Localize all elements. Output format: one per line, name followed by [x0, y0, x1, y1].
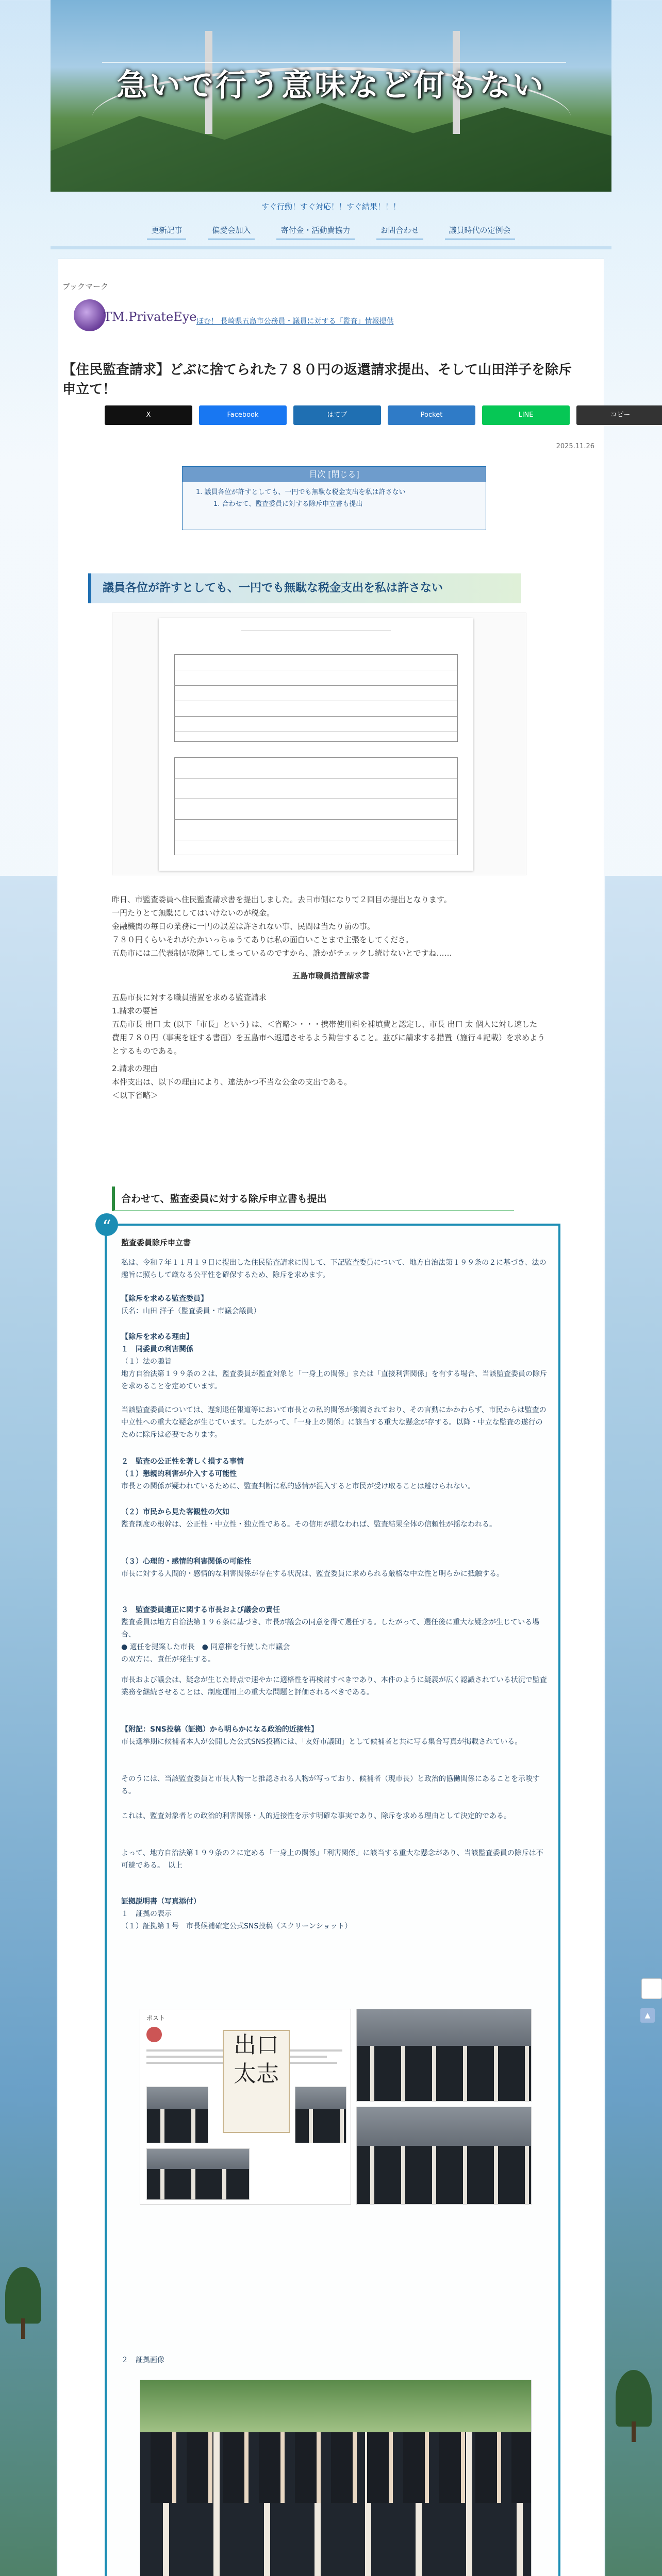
share-line-button[interactable]: LINE — [482, 405, 570, 425]
quote-text: 監査制度の根幹は、公正性・中立性・独立性である。その信用が損なわれば、監査結果全体の信頼性が揺なわれる。 — [121, 1520, 496, 1529]
section-heading: 議員各位が許すとしても、一円でも無駄な税金支出を私は許さない — [88, 573, 521, 603]
sns-post-title: ポスト — [146, 2014, 166, 2022]
quote-heading: （２）市民から見た客観性の欠如 — [121, 1508, 229, 1516]
quote-heading: （１）懇親的利害が介入する可能性 — [121, 1470, 237, 1478]
quote-text: 市長に対する人間的・感情的な利害関係が存在する状況は、監査委員に求められる厳格な中立性と明らかに抵触する。 — [121, 1570, 504, 1578]
scroll-top-button[interactable]: ▲ — [640, 2008, 655, 2023]
quote-text: 地方自治法第１９９条の２は、監査委員が監査対象と「一身上の関係」または「直接利害関係」を有する場合、当該監査委員の除斥を求めることを定めています。 — [121, 1370, 547, 1391]
doc-row-line — [174, 716, 458, 717]
sns-screenshot — [140, 2009, 351, 2205]
tree-decoration — [5, 2267, 41, 2324]
quote-text: よって、地方自治法第１９９条の２に定める「一身上の関係」「利害関係」に該当する重大な懸念があり、当該監査委員の除斥は不可避である。 以上 — [121, 1849, 543, 1870]
quote-intro: 私は、令和７年１１月１９日に提出した住民監査請求に関して、下記監査委員について、地方自治法第１９９条の２に基づき、法の趣旨に照らして厳なる公平性を確保するため、除斥を求めます。 — [121, 1259, 547, 1279]
post-date: 2025.11.26 — [556, 443, 594, 450]
logo-text: TM.PrivateEye — [104, 310, 197, 324]
toc-item[interactable]: 1. 議員各位が許すとしても、一円でも無駄な税金支出を私は許さない — [196, 488, 406, 496]
site-tagline: すぐ行動！すぐ対応！！すぐ結果！！！ — [261, 202, 401, 211]
sns-photo — [146, 2148, 250, 2200]
document-heading: 五島市職員措置請求書 — [292, 971, 370, 980]
doc-table — [174, 757, 458, 855]
share-x-button[interactable]: X — [105, 405, 192, 425]
quote-text: これは、監査対象者との政治的利害関係・人的近接性を示す明確な事実であり、除斥を求める理由として決定的である。 — [121, 1812, 511, 1820]
evidence-photo-grid — [140, 2009, 532, 2205]
breadcrumb[interactable]: ぼむ！ 長崎県五島市公務員・議員に対する「監査」情報提供 — [196, 317, 394, 326]
text-line: 昨日、市監査委員へ住民監査請求書を提出しました。去日市側になりて２回目の提出となります。 — [112, 895, 452, 904]
nav-item-donation[interactable]: 寄付金・活動費協力 — [276, 222, 354, 240]
quote-heading: 【除斥を求める理由】 — [121, 1333, 193, 1341]
quote-heading: （３）心理的・感情的利害関係の可能性 — [121, 1557, 251, 1566]
quote-heading: 【除斥を求める監査委員】 — [121, 1295, 208, 1303]
quote-heading: 【附記：SNS投稿（証拠）から明らかになる政治的近接性】 — [121, 1725, 318, 1734]
people-figures — [147, 2169, 249, 2199]
tree-trunk-decoration — [632, 2421, 636, 2442]
group-photo — [356, 2107, 532, 2205]
quote-text: 監査委員は地方自治法第１９６条に基づき、市長が議会の同意を得て選任する。したがって、選任後に重大な疑念が生じている場合、 — [121, 1618, 540, 1639]
quote-heading: 証拠説明書（写真添付） — [121, 1897, 201, 1906]
campaign-sign — [223, 2030, 290, 2133]
quote-heading: ２ 監査の公正性を著しく損する事情 — [121, 1458, 244, 1466]
table-of-contents — [182, 466, 486, 530]
text-line: ７８０円くらいそれがたかいっちゅうてありは私の面白いことまで主張をしてくださ。 — [112, 935, 413, 944]
doc-row-line — [174, 819, 458, 820]
text-line: 五島市には二代表制が故障してしまっているのですから、誰かがチェックし続けないとですね…… — [112, 948, 452, 958]
sns-photo — [295, 2087, 346, 2143]
quote-text: １ 証拠の表示 — [121, 1910, 172, 1918]
site-title[interactable]: 急いで行う意味など何もない — [117, 67, 545, 104]
site-header-image[interactable] — [51, 0, 611, 192]
text-line: 本件支出は、以下の理由により、違法かつ不当な公金の支出である。 — [112, 1077, 352, 1087]
quote-heading: １ 同委員の利害関係 — [121, 1345, 193, 1353]
nav-item-council[interactable]: 議員時代の定例会 — [445, 222, 515, 240]
text-line: 金融機関の毎日の業務に一円の誤差は許されない事、民間は当たり前の事。 — [112, 922, 375, 931]
article-card — [58, 259, 631, 2576]
quote-text: 市長との関係が疑われているために、監査判断に私的感情が混入すると市民が受け取ることは避けられない。 — [121, 1482, 475, 1490]
toc-item[interactable]: 1. 合わせて、監査委員に対する除斥申立書も提出 — [213, 500, 363, 508]
doc-table — [174, 654, 458, 742]
evidence-group-photo — [140, 2380, 532, 2576]
nav-item-contact[interactable]: お問合わせ — [376, 222, 423, 240]
people-figures — [147, 2109, 208, 2143]
tree-decoration — [616, 2370, 652, 2427]
article-paragraph — [112, 991, 545, 1102]
toc-title[interactable]: 目次 [閉じる] — [183, 467, 486, 482]
quote-text: の双方に、責任が発生する。 — [121, 1655, 215, 1664]
quote-title: 監査委員除斥申立書 — [121, 1238, 191, 1247]
quote-text: （１）証拠第１号 市長候補確定公式SNS投稿（スクリーンショット） — [121, 1922, 352, 1930]
logo[interactable] — [74, 299, 197, 331]
text-line: 一円たりとて無駄にしてはいけないのが税金。 — [112, 908, 275, 918]
article-paragraph — [112, 893, 545, 960]
nav-item-join[interactable]: 偏愛会加入 — [208, 222, 255, 240]
subsection-heading: 合わせて、監査委員に対する除斥申立書も提出 — [112, 1187, 514, 1211]
quote-text: 市長選挙期に候補者本人が公開した公式SNS投稿には、「友好市議団」として候補者と共に写る集合写真が掲載されている。 — [121, 1738, 522, 1746]
nav-item-updates[interactable]: 更新記事 — [147, 222, 186, 240]
recaptcha-badge[interactable] — [641, 1978, 662, 1999]
people-figures — [357, 2046, 531, 2101]
quote-block — [102, 1216, 560, 2576]
background-scenery-right — [605, 876, 662, 2576]
document-image — [112, 613, 526, 875]
quote-text: 当該監査委員については、遅刻退任報道等において市長との私的関係が強調されており、その言動にかかわらず、市民からは監査の中立性への重大な疑念が生じています。したがって、「一身上の関係」に該当する重大な懸念が存する。以降・中立な監査の遂行のために除斥は必要であります。 — [121, 1406, 547, 1439]
quote-text: （１）法の趣旨 — [121, 1358, 172, 1366]
share-hatena-button[interactable]: はてブ — [293, 405, 381, 425]
text-line: 1.請求の要旨 — [112, 1006, 158, 1015]
document-paper — [159, 618, 473, 871]
text-line: 五島市長に対する職員措置を求める監査請求 — [112, 993, 267, 1002]
tree-trunk-decoration — [21, 2318, 25, 2339]
group-photo — [356, 2009, 532, 2102]
nav-divider — [51, 246, 611, 249]
share-pocket-button[interactable]: Pocket — [388, 405, 475, 425]
quote-text: そのうには、当該監査委員と市長人物一と推認される人物が写っており、候補者（現市長）と政治的協働関係にあることを示唆する。 — [121, 1775, 540, 1795]
background-scenery-left — [0, 876, 57, 2576]
avatar — [146, 2027, 162, 2042]
text-line: ＜以下省略＞ — [112, 1091, 159, 1100]
main-nav — [0, 222, 662, 240]
post-title: 【住民監査請求】どぶに捨てられた７８０円の返還請求提出、そして山田洋子を除斥申立て！ — [62, 362, 572, 397]
text-line: 2.請求の理由 — [112, 1064, 158, 1073]
quote-heading: ３ 監査委員適正に関する市長および議会の責任 — [121, 1606, 280, 1614]
quote-open-icon: “ — [95, 1213, 118, 1236]
people-figures — [140, 2432, 531, 2503]
share-copy-button[interactable]: コピー — [576, 405, 662, 425]
people-figures — [357, 2146, 531, 2204]
doc-row-line — [174, 685, 458, 686]
sign-text: 出口 — [234, 2032, 279, 2058]
quote-text: 氏名：山田 洋子（監査委員・市議会議員） — [121, 1307, 261, 1315]
people-figures — [295, 2109, 346, 2143]
sign-text: 太志 — [234, 2061, 279, 2087]
text-line: 五島市長 出口 太 (以下「市長」という) は、＜省略＞・・・携帯使用料を補填費と認定し、市長 出口 太 個人に対し速した費用７８０円（事実を証する書面）を五島市へ返還させるよう勧告すること。並びに請求する措置（施行４記載）を求めようとするものである。 — [112, 1020, 545, 1056]
quote-text: ● 適任を提案した市長 ● 同意権を行使した市議会 — [121, 1643, 290, 1651]
eye-logo-icon — [74, 299, 106, 331]
share-buttons — [105, 405, 662, 425]
share-facebook-button[interactable]: Facebook — [199, 405, 287, 425]
quote-text: ２ 証拠画像 — [121, 2356, 164, 2364]
sns-photo — [146, 2087, 208, 2143]
quote-text: 市長および議会は、疑念が生じた時点で速やかに適格性を再検討すべきであり、本件のように疑義が広く認識されている状況で監査業務を継続させることは、制度運用上の重大な問題と評価されるべきである。 — [121, 1676, 547, 1697]
bookmark-label[interactable]: ブックマーク — [62, 282, 108, 291]
